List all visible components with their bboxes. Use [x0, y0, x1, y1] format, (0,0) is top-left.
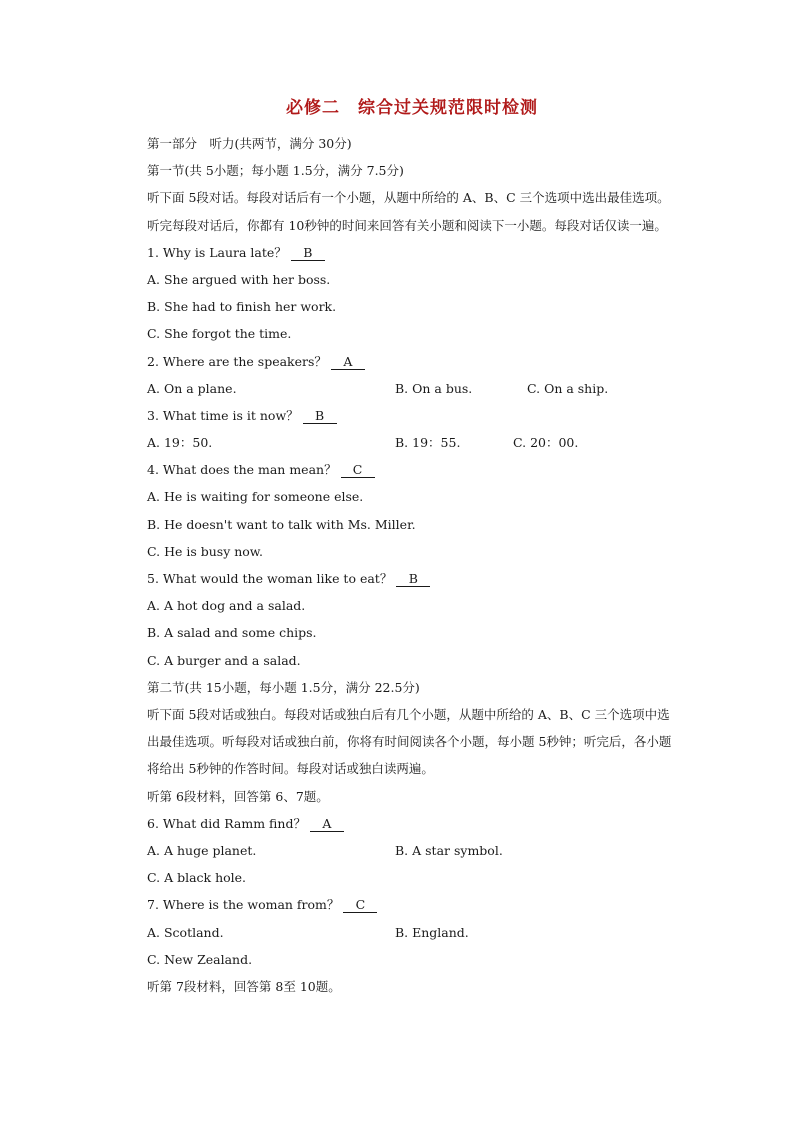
- option: B. 19：55.: [395, 435, 461, 451]
- question-stem: 6. What did Ramm find？ A: [147, 810, 677, 837]
- option: A. She argued with her boss.: [147, 271, 331, 287]
- option: B. She had to finish her work.: [147, 299, 337, 315]
- section1-intro: 听下面 5段对话。每段对话后有一个小题，从题中所给的 A、B、C 三个选项中选出最佳选项。听完每段对话后，你都有 10秒钟的时间来回答有关小题和阅读下一小题。每段对话仅读一遍。: [147, 190, 670, 233]
- material-7-instruction: 听第 7段材料，回答第 8至 10题。: [147, 978, 341, 994]
- section2-heading: 第二节(共 15小题，每小题 1.5分，满分 22.5分): [147, 679, 420, 695]
- question-stem: 7. Where is the woman from？ C: [147, 891, 677, 918]
- material-6-instruction: 听第 6段材料，回答第 6、7题。: [147, 788, 329, 804]
- section1-heading: 第一节(共 5小题；每小题 1.5分，满分 7.5分): [147, 163, 404, 179]
- option: A. A huge planet.: [147, 842, 257, 858]
- option: A. He is waiting for someone else.: [147, 489, 364, 505]
- question-stem: 4. What does the man mean？ C: [147, 456, 677, 483]
- section2-intro: 听下面 5段对话或独白。每段对话或独白后有几个小题，从题中所给的 A、B、C 三个选项中选出最佳选项。听每段对话或独白前，你将有时间阅读各个小题，每小题 5秒钟；听完后，各小题将给出 5秒钟的作答时间。每段对话或独白读两遍。: [147, 706, 672, 777]
- answer-blank: B: [291, 246, 325, 261]
- answer-blank: A: [310, 817, 344, 832]
- question-stem: 1. Why is Laura late？ B: [147, 239, 677, 266]
- option: B. A star symbol.: [395, 842, 503, 858]
- option-row: [147, 837, 677, 864]
- answer-blank: A: [331, 355, 365, 370]
- answer-blank: C: [341, 463, 375, 478]
- option: B. On a bus.: [395, 380, 473, 396]
- option-row: [147, 429, 677, 456]
- answer-blank: B: [396, 572, 430, 587]
- answer-blank: B: [303, 409, 337, 424]
- page-title: 必修二 综合过关规范限时检测: [286, 98, 538, 118]
- document-page: [147, 96, 677, 1000]
- option: C. 20：00.: [513, 435, 579, 451]
- option: B. England.: [395, 924, 469, 940]
- option: C. He is busy now.: [147, 543, 263, 559]
- answer-blank: C: [343, 898, 377, 913]
- option-row: [147, 375, 677, 402]
- option-row: [147, 919, 677, 946]
- option: A. On a plane.: [147, 380, 237, 396]
- question-stem: 5. What would the woman like to eat？ B: [147, 565, 677, 592]
- option: A. 19：50.: [147, 435, 213, 451]
- option: A. A hot dog and a salad.: [147, 598, 306, 614]
- option: C. New Zealand.: [147, 951, 253, 967]
- question-stem: 3. What time is it now？ B: [147, 402, 677, 429]
- part1-heading: 第一部分 听力(共两节，满分 30分): [147, 136, 352, 151]
- option: C. A black hole.: [147, 870, 247, 886]
- option: C. On a ship.: [527, 380, 609, 396]
- option: C. A burger and a salad.: [147, 652, 301, 668]
- option: B. A salad and some chips.: [147, 625, 317, 641]
- option: B. He doesn't want to talk with Ms. Miller.: [147, 516, 416, 532]
- question-stem: 2. Where are the speakers？ A: [147, 348, 677, 375]
- option: A. Scotland.: [147, 924, 224, 940]
- option: C. She forgot the time.: [147, 326, 292, 342]
